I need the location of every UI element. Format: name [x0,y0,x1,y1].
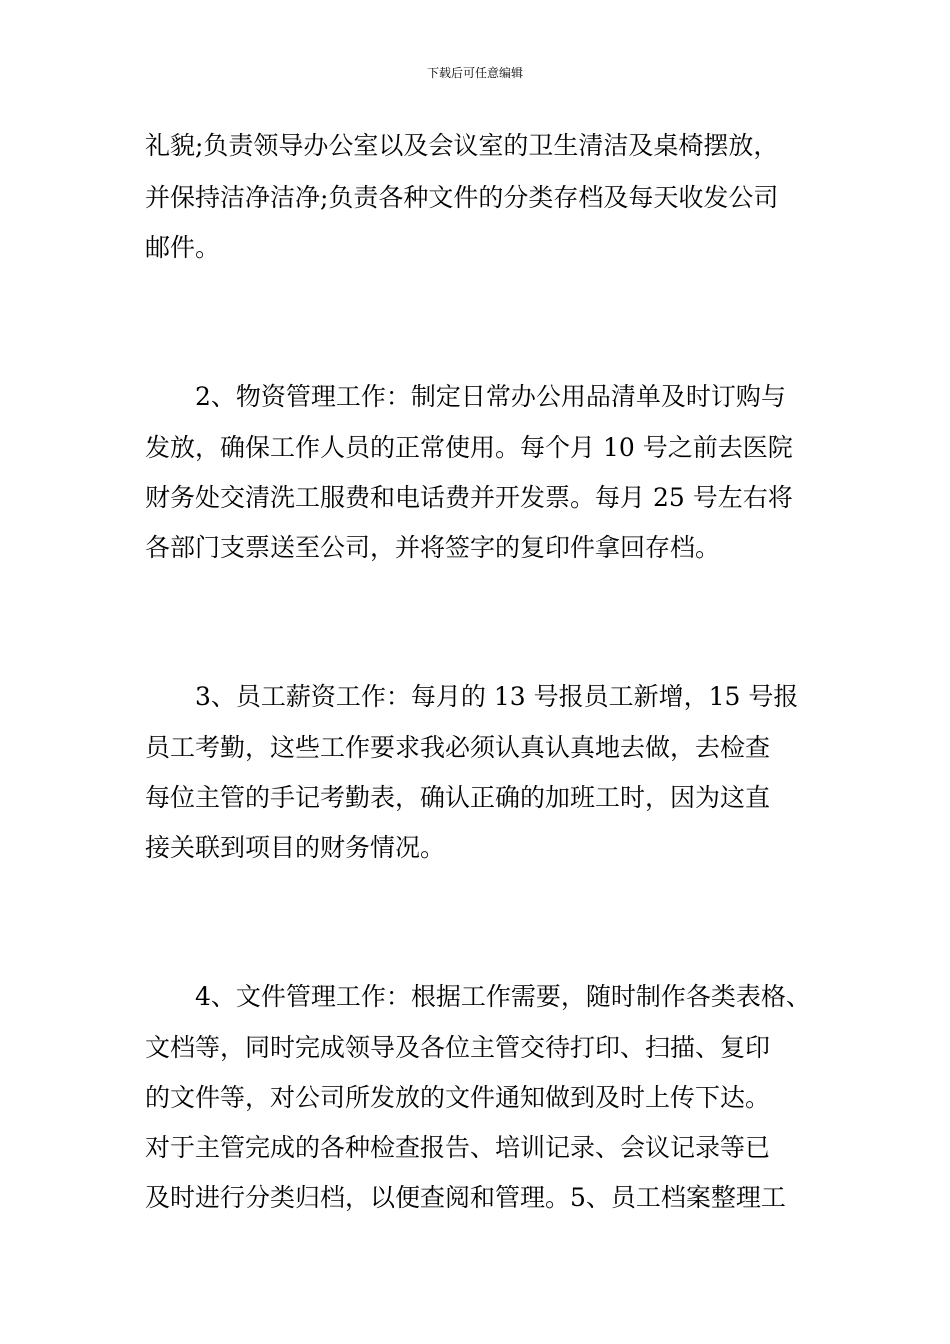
paragraph-1-line-1: 礼貌;负责领导办公室以及会议室的卫生清洁及桌椅摆放， [145,131,779,160]
paragraph-4-line-2: 文档等，同时完成领导及各位主管交待打印、扫描、复印 [145,1033,771,1062]
page-header: 下载后可任意编辑 [426,66,523,80]
paragraph-3-line-1: 3、员工薪资工作：每月的 13 号报员工新增，15 号报 [195,682,799,711]
paragraph-2-line-4: 各部门支票送至公司，并将签字的复印件拿回存档。 [145,533,721,562]
paragraph-1-line-3: 邮件。 [145,233,221,262]
paragraph-3-line-4: 接关联到项目的财务情况。 [145,833,446,862]
paragraph-3-line-2: 员工考勤，这些工作要求我必须认真认真地去做，去检查 [145,733,771,762]
paragraph-3-line-3: 每位主管的手记考勤表，确认正确的加班工时，因为这直 [145,783,771,812]
paragraph-2-line-3: 财务处交清洗工服费和电话费并开发票。每月 25 号左右将 [145,483,793,512]
paragraph-2-line-2: 发放，确保工作人员的正常使用。每个月 10 号之前去医院 [145,433,793,462]
paragraph-2-line-1: 2、物资管理工作：制定日常办公用品清单及时订购与 [195,382,786,411]
paragraph-4-line-1: 4、文件管理工作：根据工作需要，随时制作各类表格、 [195,982,811,1011]
paragraph-1-line-2: 并保持洁净洁净;负责各种文件的分类存档及每天收发公司 [145,183,779,212]
paragraph-4-line-5: 及时进行分类归档，以便查阅和管理。5、员工档案整理工 [145,1183,786,1212]
paragraph-4-line-3: 的文件等，对公司所发放的文件通知做到及时上传下达。 [145,1083,771,1112]
paragraph-4-line-4: 对于主管完成的各种检查报告、培训记录、会议记录等已 [145,1133,771,1162]
